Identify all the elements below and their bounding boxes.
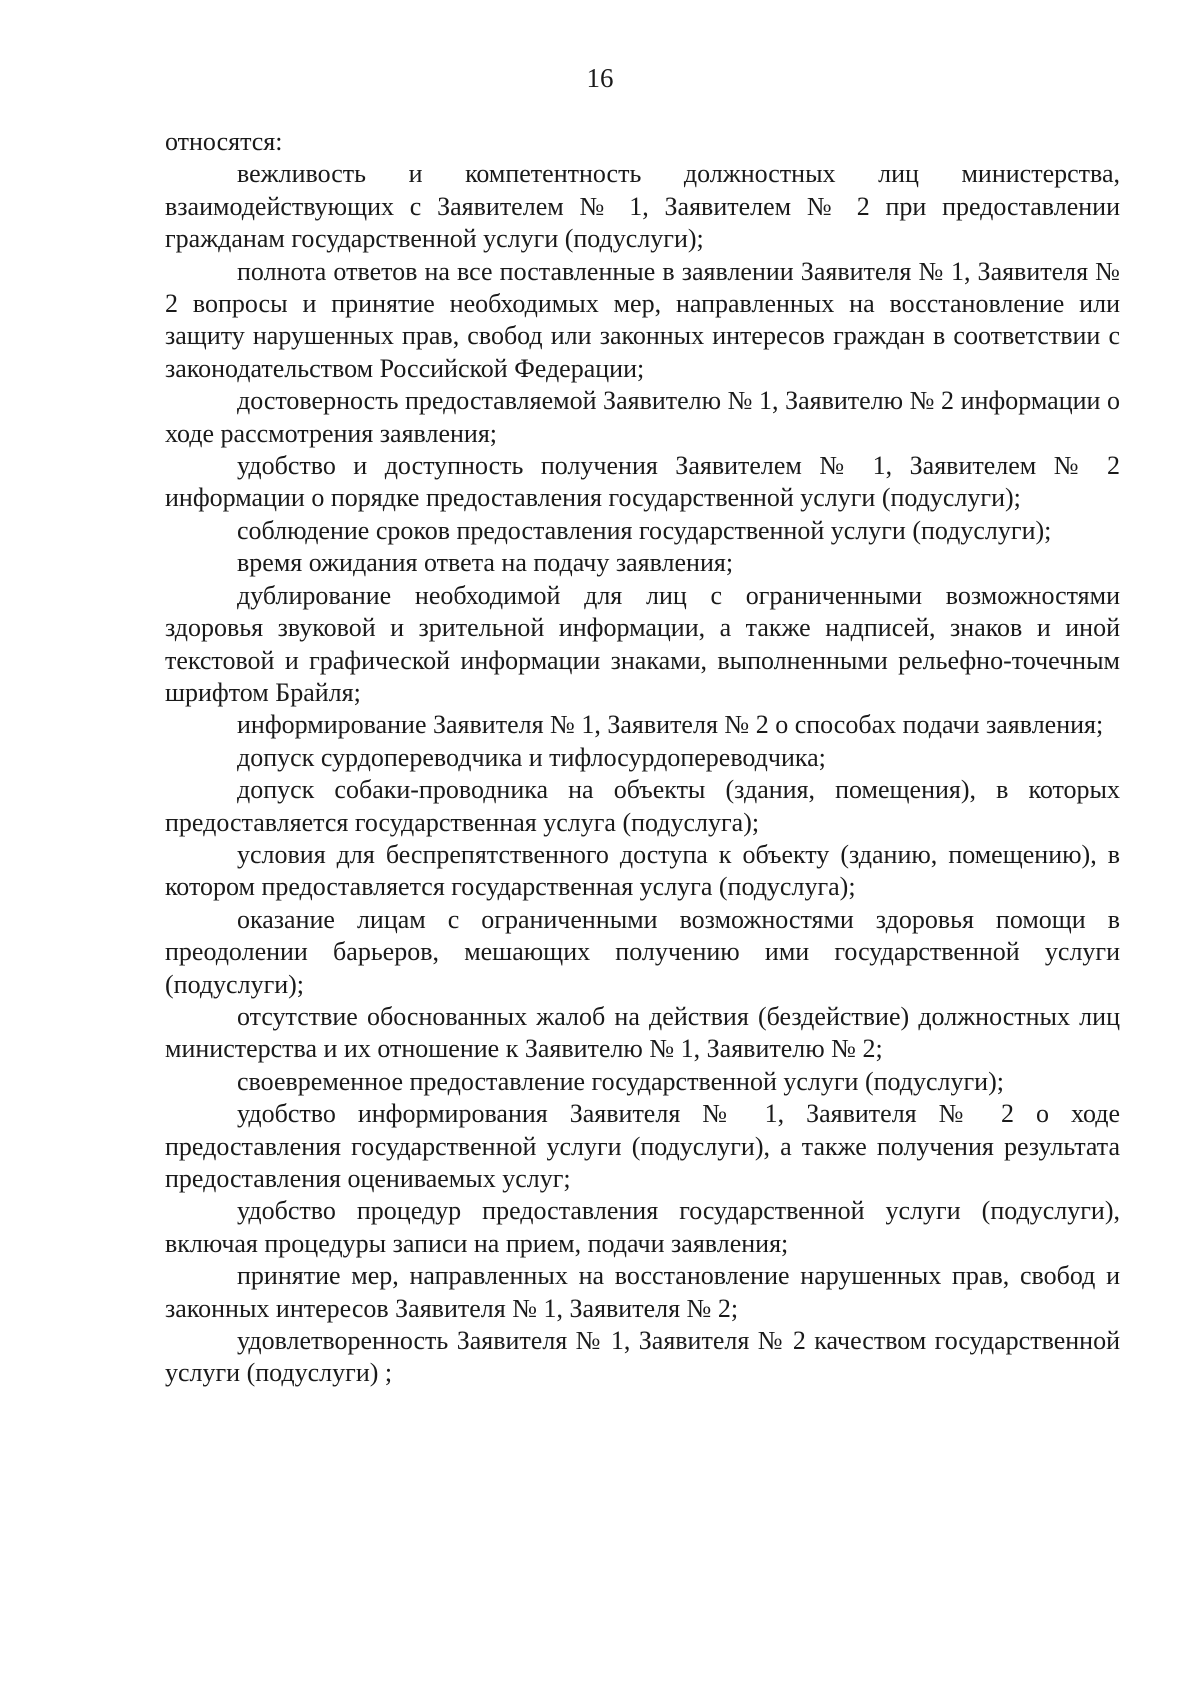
list-item: допуск собаки-проводника на объекты (здания, помещения), в которых предоставляется государственная услуга (подуслуга); xyxy=(165,775,1120,837)
list-item: достоверность предоставляемой Заявителю № 1, Заявителю № 2 информации о ходе рассмотрения заявления; xyxy=(165,386,1120,448)
list-item: условия для беспрепятственного доступа к объекту (зданию, помещению), в котором предоставляется государственная услуга (подуслуга); xyxy=(165,839,1120,902)
list-item: полнота ответов на все поставленные в заявлении Заявителя № 1, Заявителя № 2 вопросы и принятие необходимых мер, направленных на восстановление или защиту нарушенных прав, свобод или законных интересов граждан в соответствии с законодательством Российской Федерации; xyxy=(165,256,1120,383)
list-item: соблюдение сроков предоставления государственной услуги (подуслуги); xyxy=(237,515,1052,545)
document-body xyxy=(165,126,1120,1390)
paragraph: относятся: xyxy=(165,127,283,156)
list-item: дублирование необходимой для лиц с ограниченными возможностями здоровья звуковой и зрительной информации, а также надписей, знаков и иной текстовой и графической информации знаками, выполненными рельефно-точечным шрифтом Брайля; xyxy=(165,580,1120,707)
list-item: вежливость и компетентность должностных лиц министерства, взаимодействующих с Заявителем № 1, Заявителем № 2 при предоставлении гражданам государственной услуги (подуслуги); xyxy=(165,159,1120,254)
list-item: удобство процедур предоставления государственной услуги (подуслуги), включая процедуры записи на прием, подачи заявления; xyxy=(165,1196,1120,1258)
list-item: удобство и доступность получения Заявителем № 1, Заявителем № 2 информации о порядке предоставления государственной услуги (подуслуги); xyxy=(165,451,1120,513)
list-item: отсутствие обоснованных жалоб на действия (бездействие) должностных лиц министерства и их отношение к Заявителю № 1, Заявителю № 2; xyxy=(165,1001,1120,1064)
list-item: информирование Заявителя № 1, Заявителя № 2 о способах подачи заявления; xyxy=(237,710,1104,740)
list-item: принятие мер, направленных на восстановление нарушенных прав, свобод и законных интересов Заявителя № 1, Заявителя № 2; xyxy=(165,1261,1120,1323)
list-item: оказание лицам с ограниченными возможностями здоровья помощи в преодолении барьеров, мешающих получению ими государственной услуги (подуслуги); xyxy=(165,904,1120,999)
list-item: удобство информирования Заявителя № 1, Заявителя № 2 о ходе предоставления государственной услуги (подуслуги), а также получения результата предоставления оцениваемых услуг; xyxy=(165,1099,1120,1193)
list-item: удовлетворенность Заявителя № 1, Заявителя № 2 качеством государственной услуги (подуслуги) ; xyxy=(165,1326,1120,1388)
list-item: время ожидания ответа на подачу заявления; xyxy=(237,548,734,578)
list-item: своевременное предоставление государственной услуги (подуслуги); xyxy=(237,1066,1004,1096)
page-number: 16 xyxy=(586,63,614,93)
list-item: допуск сурдопереводчика и тифлосурдопереводчика; xyxy=(237,742,826,772)
